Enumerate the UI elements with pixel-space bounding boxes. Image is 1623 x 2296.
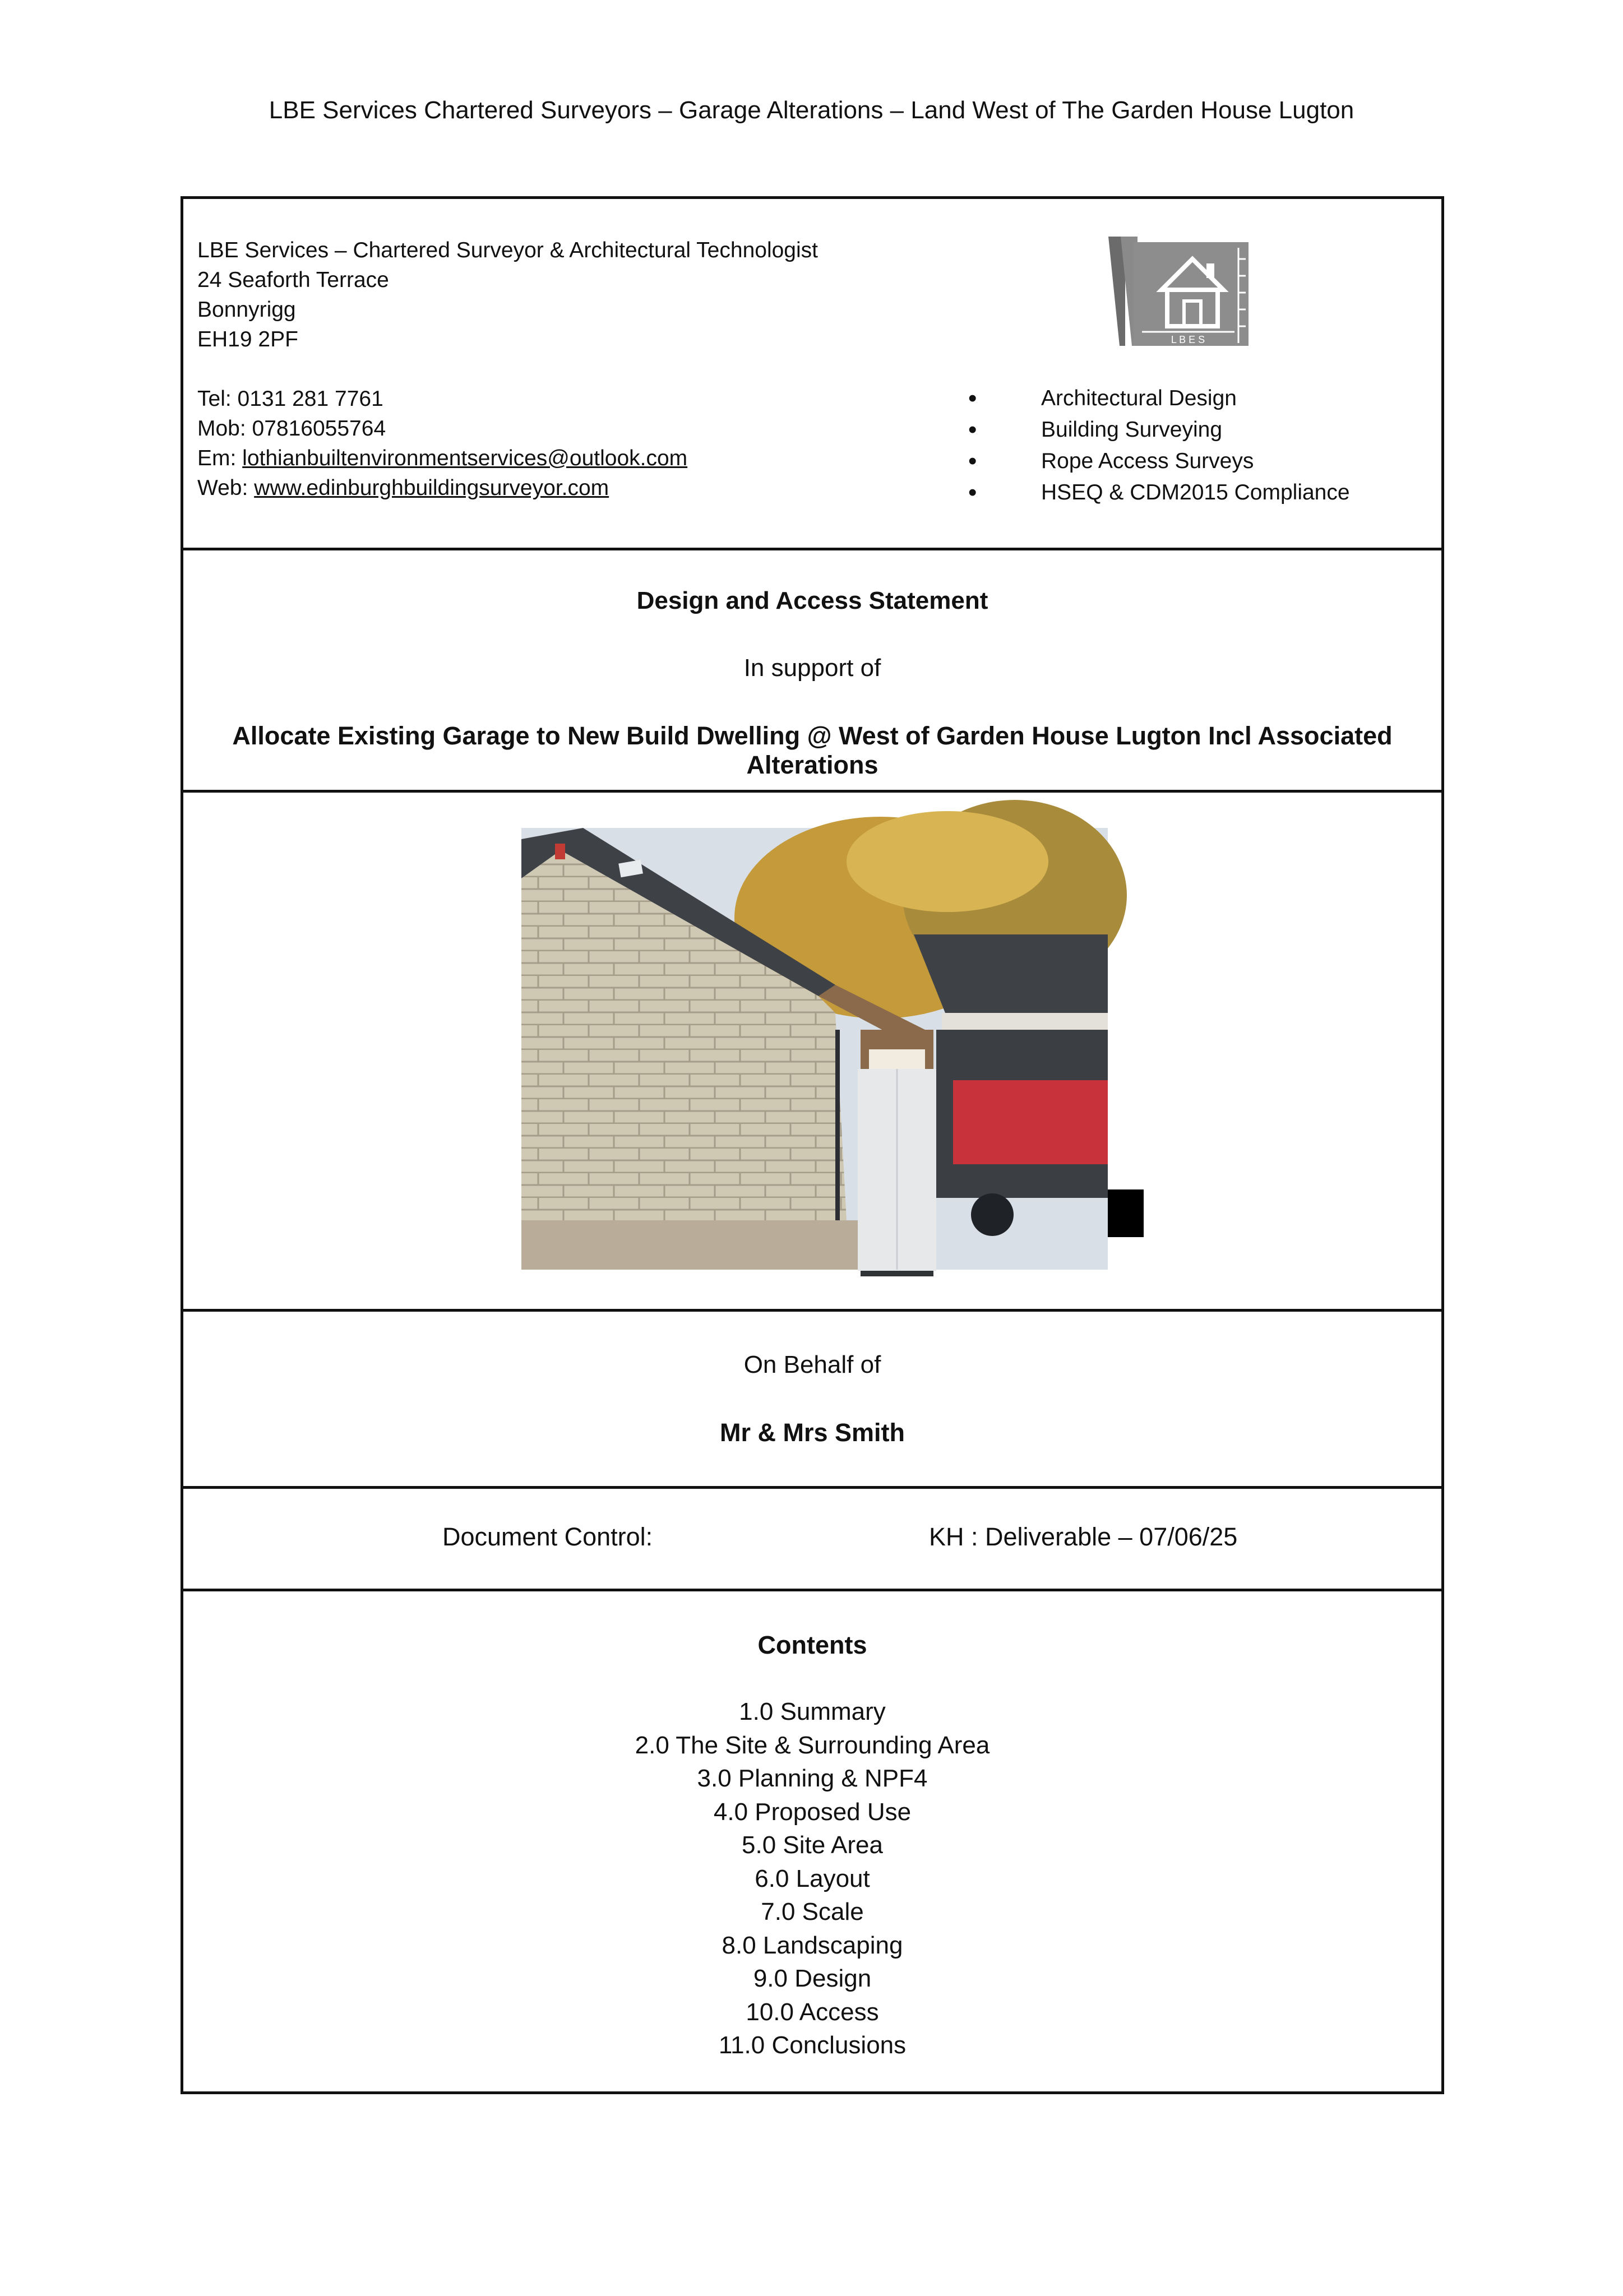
- company-name: LBE Services – Chartered Surveyor & Architectural Technologist: [197, 238, 818, 262]
- client-name: Mr & Mrs Smith: [719, 1418, 905, 1447]
- client-label: On Behalf of: [743, 1351, 881, 1378]
- contents-item: 11.0 Conclusions: [718, 2031, 907, 2059]
- company-section: [183, 199, 1441, 548]
- lbes-logo: [1108, 237, 1254, 349]
- project-title: Allocate Existing Garage to New Build Dwelling @ West of Garden House Lugton Incl Associated Alterations: [232, 721, 1393, 779]
- contents-item: 2.0 The Site & Surrounding Area: [635, 1731, 990, 1759]
- contents-item: 6.0 Layout: [755, 1864, 870, 1892]
- contents-item: 9.0 Design: [753, 1965, 872, 1992]
- running-header: LBE Services Chartered Surveyors – Garage Alterations – Land West of The Garden House Lugton: [269, 96, 1354, 124]
- service-item: • Building Surveying: [968, 414, 1350, 446]
- phone-number: Tel: 0131 281 7761: [197, 387, 383, 411]
- contents-item: 4.0 Proposed Use: [713, 1798, 912, 1826]
- services-list: [968, 383, 1350, 508]
- contents-item: 8.0 Landscaping: [722, 1931, 903, 1959]
- statement-section: [183, 548, 1441, 790]
- client-section: [183, 1309, 1441, 1486]
- contents-item: 1.0 Summary: [739, 1698, 886, 1725]
- contents-item: 3.0 Planning & NPF4: [697, 1765, 928, 1792]
- service-item: • Rope Access Surveys: [968, 446, 1350, 477]
- web-link[interactable]: www.edinburghbuildingsurveyor.com: [254, 476, 609, 500]
- web-line: [197, 473, 818, 503]
- contents-item: 10.0 Access: [746, 1998, 879, 2026]
- mobile-number: Mob: 07816055764: [197, 416, 386, 441]
- service-item: • Architectural Design: [968, 383, 1350, 414]
- logo-letters: L B E S: [1171, 334, 1205, 345]
- address-street: 24 Seaforth Terrace: [197, 268, 389, 292]
- document-control-section: [183, 1486, 1441, 1589]
- email-prefix: Em:: [197, 446, 243, 470]
- document-control-value: KH : Deliverable – 07/06/25: [929, 1522, 1238, 1551]
- garage-photo: [521, 828, 1108, 1270]
- company-address-block: [197, 235, 818, 503]
- contents-item: 5.0 Site Area: [742, 1831, 883, 1859]
- statement-title: Design and Access Statement: [636, 587, 988, 614]
- document-control-label: Document Control:: [442, 1522, 653, 1551]
- contents-section: [183, 1589, 1441, 2091]
- contents-item: 7.0 Scale: [761, 1898, 864, 1925]
- address-postcode: EH19 2PF: [197, 327, 298, 351]
- statement-support: In support of: [743, 654, 881, 682]
- photo-section: [183, 790, 1441, 1309]
- address-spacer: [197, 354, 818, 384]
- web-prefix: Web:: [197, 476, 255, 500]
- contents-list: [183, 1695, 1441, 2062]
- email-link[interactable]: lothianbuiltenvironmentservices@outlook.com: [242, 446, 688, 470]
- contents-title: Contents: [757, 1631, 867, 1659]
- address-town: Bonnyrigg: [197, 298, 296, 322]
- service-item: • HSEQ & CDM2015 Compliance: [968, 477, 1350, 508]
- cover-frame: [181, 196, 1444, 2094]
- email-line: [197, 443, 818, 473]
